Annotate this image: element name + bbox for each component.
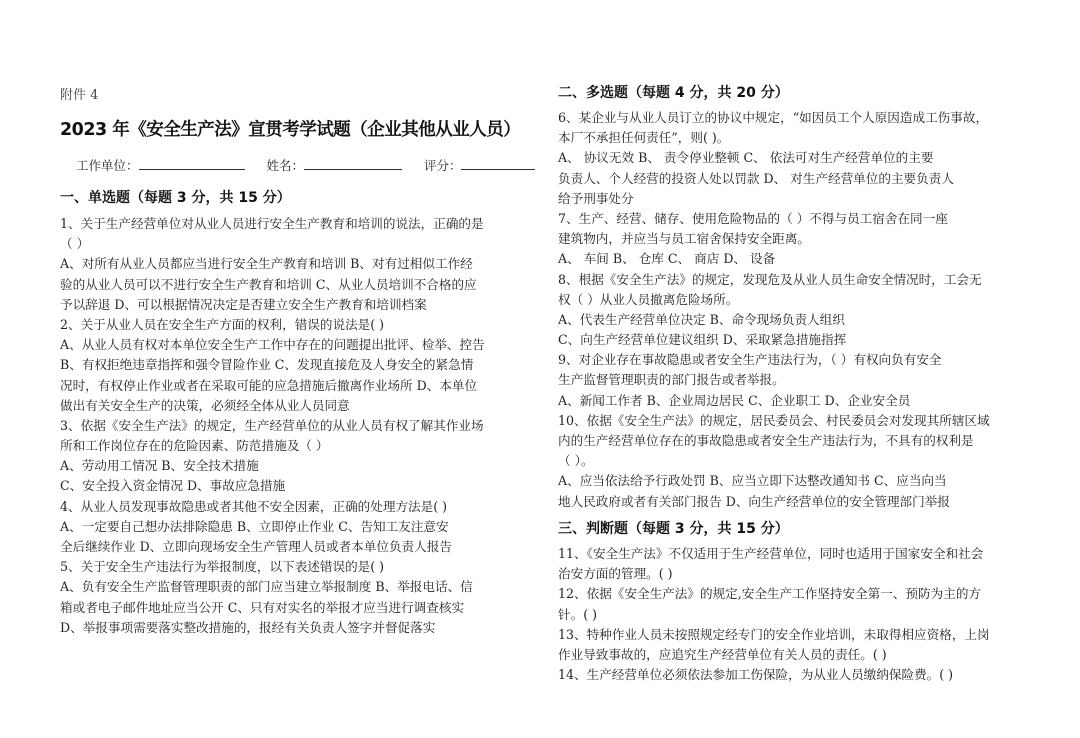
section-body-multiple-choice (558, 108, 1026, 512)
text-line: A、对所有从业人员都应当进行安全生产教育和培训 B、对有过相似工作经 (60, 256, 473, 272)
text-line: A、 协议无效 B、 责令停业整顿 C、 依法可对生产经营单位的主要 (558, 150, 934, 166)
text-line: 箱或者电子邮件地址应当公开 C、只有对实名的举报才应当进行调查核实 (60, 599, 465, 615)
text-line: 1、关于生产经营单位对从业人员进行安全生产教育和培训的说法，正确的是 (60, 216, 484, 231)
text-line: B、有权拒绝违章指挥和强令冒险作业 C、发现直接危及人身安全的紧急情 (60, 357, 474, 373)
text-line: A、负有安全生产监督管理职责的部门应当建立举报制度 B、举报电话、信 (60, 579, 473, 595)
text-line: 建筑物内，并应当与员工宿舍保持安全距离。 (558, 231, 810, 247)
unit-field[interactable] (139, 157, 245, 170)
text-line: 13、特种作业人员未按照规定经专门的安全作业培训，未取得相应资格，上岗 (558, 626, 990, 642)
text-line: D、举报事项需要落实整改措施的，报经有关负责人签字并督促落实 (60, 619, 436, 635)
text-line: 7、生产、经营、储存、使用危险物品的（ ）不得与员工宿舍在同一座 (558, 210, 948, 226)
text-line: 14、生产经营单位必须依法参加工伤保险，为从业人员缴纳保险费。( ) (558, 667, 954, 683)
text-line: A、一定要自己想办法排除隐患 B、立即停止作业 C、告知工友注意安 (60, 518, 449, 534)
text-line: 作业导致事故的，应追究生产经营单位有关人员的责任。( ) (558, 646, 887, 662)
text-line: 内的生产经营单位存在的事故隐患或者安全生产违法行为，不具有的权利是 (558, 433, 974, 448)
text-line: A、劳动用工情况 B、安全技术措施 (60, 458, 259, 474)
text-line: C、安全投入资金情况 D、事故应急措施 (60, 478, 286, 494)
text-line: 权（ ）从业人员撤离危险场所。 (558, 291, 739, 307)
text-line: 本厂不承担任何责任”，则( )。 (558, 130, 730, 146)
text-line: A、 车间 B、 仓库 C、 商店 D、 设备 (558, 251, 776, 267)
text-line: 9、对企业存在事故隐患或者安全生产违法行为，（ ）有权向负有安全 (558, 352, 942, 368)
section-body-single-choice (60, 214, 528, 638)
text-line: 予以辞退 D、可以根据情况决定是否建立安全生产教育和培训档案 (60, 296, 427, 312)
section-heading-single-choice: 一、单选题（每题 3 分，共 15 分） (60, 190, 291, 206)
text-line: 验的从业人员可以不进行安全生产教育和培训 C、从业人员培训不合格的应 (60, 276, 477, 292)
page-title: 2023 年《安全生产法》宣贯考学试题（企业其他从业人员） (60, 120, 521, 140)
score-field[interactable] (461, 157, 535, 170)
text-line: 地人民政府或者有关部门报告 D、向生产经营单位的安全管理部门举报 (558, 493, 950, 509)
text-line: （ ）。 (558, 453, 594, 469)
text-line: 做出有关安全生产的决策，必须经全体从业人员同意 (60, 397, 350, 413)
section-heading-true-false: 三、判断题（每题 3 分，共 15 分） (558, 521, 789, 537)
name-field[interactable] (304, 157, 402, 170)
unit-label: 工作单位： (76, 158, 139, 173)
text-line: 所和工作岗位存在的危险因素、防范措施及（ ） (60, 438, 329, 454)
form-fields (76, 156, 535, 174)
text-line: A、新闻工作者 B、企业周边居民 C、企业职工 D、企业安全员 (558, 392, 911, 408)
text-line: 况时，有权停止作业或者在采取可能的应急措施后撤离作业场所 D、本单位 (60, 377, 478, 393)
text-line: 给予刑事处分 (558, 190, 634, 206)
text-line: C、向生产经营单位建议组织 D、采取紧急措施指挥 (558, 332, 847, 348)
section-body-true-false (558, 544, 1026, 685)
text-line: 10、依据《安全生产法》的规定，居民委员会、村民委员会对发现其所辖区域 (558, 412, 990, 428)
section-heading-multiple-choice: 二、多选题（每题 4 分，共 20 分） (558, 85, 789, 101)
text-line: 2、关于从业人员在安全生产方面的权利，错误的说法是( ) (60, 316, 385, 332)
text-line: 4、从业人员发现事故隐患或者其他不安全因素，正确的处理方法是( ) (60, 498, 448, 514)
text-line: A、代表生产经营单位决定 B、命令现场负责人组织 (558, 311, 845, 327)
score-label: 评分： (423, 158, 462, 173)
text-line: 11、《安全生产法》不仅适用于生产经营单位，同时也适用于国家安全和社会 (558, 546, 984, 561)
text-line: 生产监督管理职责的部门报告或者举报。 (558, 372, 785, 388)
text-line: 针。( ) (558, 606, 598, 622)
text-line: A、从业人员有权对本单位安全生产工作中存在的问题提出批评、检举、控告 (60, 337, 485, 353)
text-line: A、应当依法给予行政处罚 B、应当立即下达整改通知书 C、应当向当 (558, 473, 947, 489)
text-line: 6、某企业与从业人员订立的协议中规定，“如因员工个人原因造成工伤事故， (558, 110, 989, 125)
text-line: 全后继续作业 D、立即向现场安全生产管理人员或者本单位负责人报告 (60, 539, 452, 554)
name-label: 姓名： (266, 158, 304, 173)
text-line: 12、依据《安全生产法》的规定,安全生产工作坚持安全第一、预防为主的方 (558, 586, 982, 602)
text-line: 治安方面的管理。( ) (558, 566, 673, 582)
text-line: 3、依据《安全生产法》的规定，生产经营单位的从业人员有权了解其作业场 (60, 417, 484, 433)
text-line: 8、根据《安全生产法》的规定，发现危及从业人员生命安全情况时，工会无 (558, 271, 982, 287)
text-line: 负责人、个人经营的投资人处以罚款 D、 对生产经营单位的主要负责人 (558, 170, 954, 186)
text-line: 5、关于安全生产违法行为举报制度，以下表述错误的是( ) (60, 559, 385, 575)
attachment-label: 附件 4 (60, 88, 99, 103)
text-line: （ ） (60, 236, 90, 252)
